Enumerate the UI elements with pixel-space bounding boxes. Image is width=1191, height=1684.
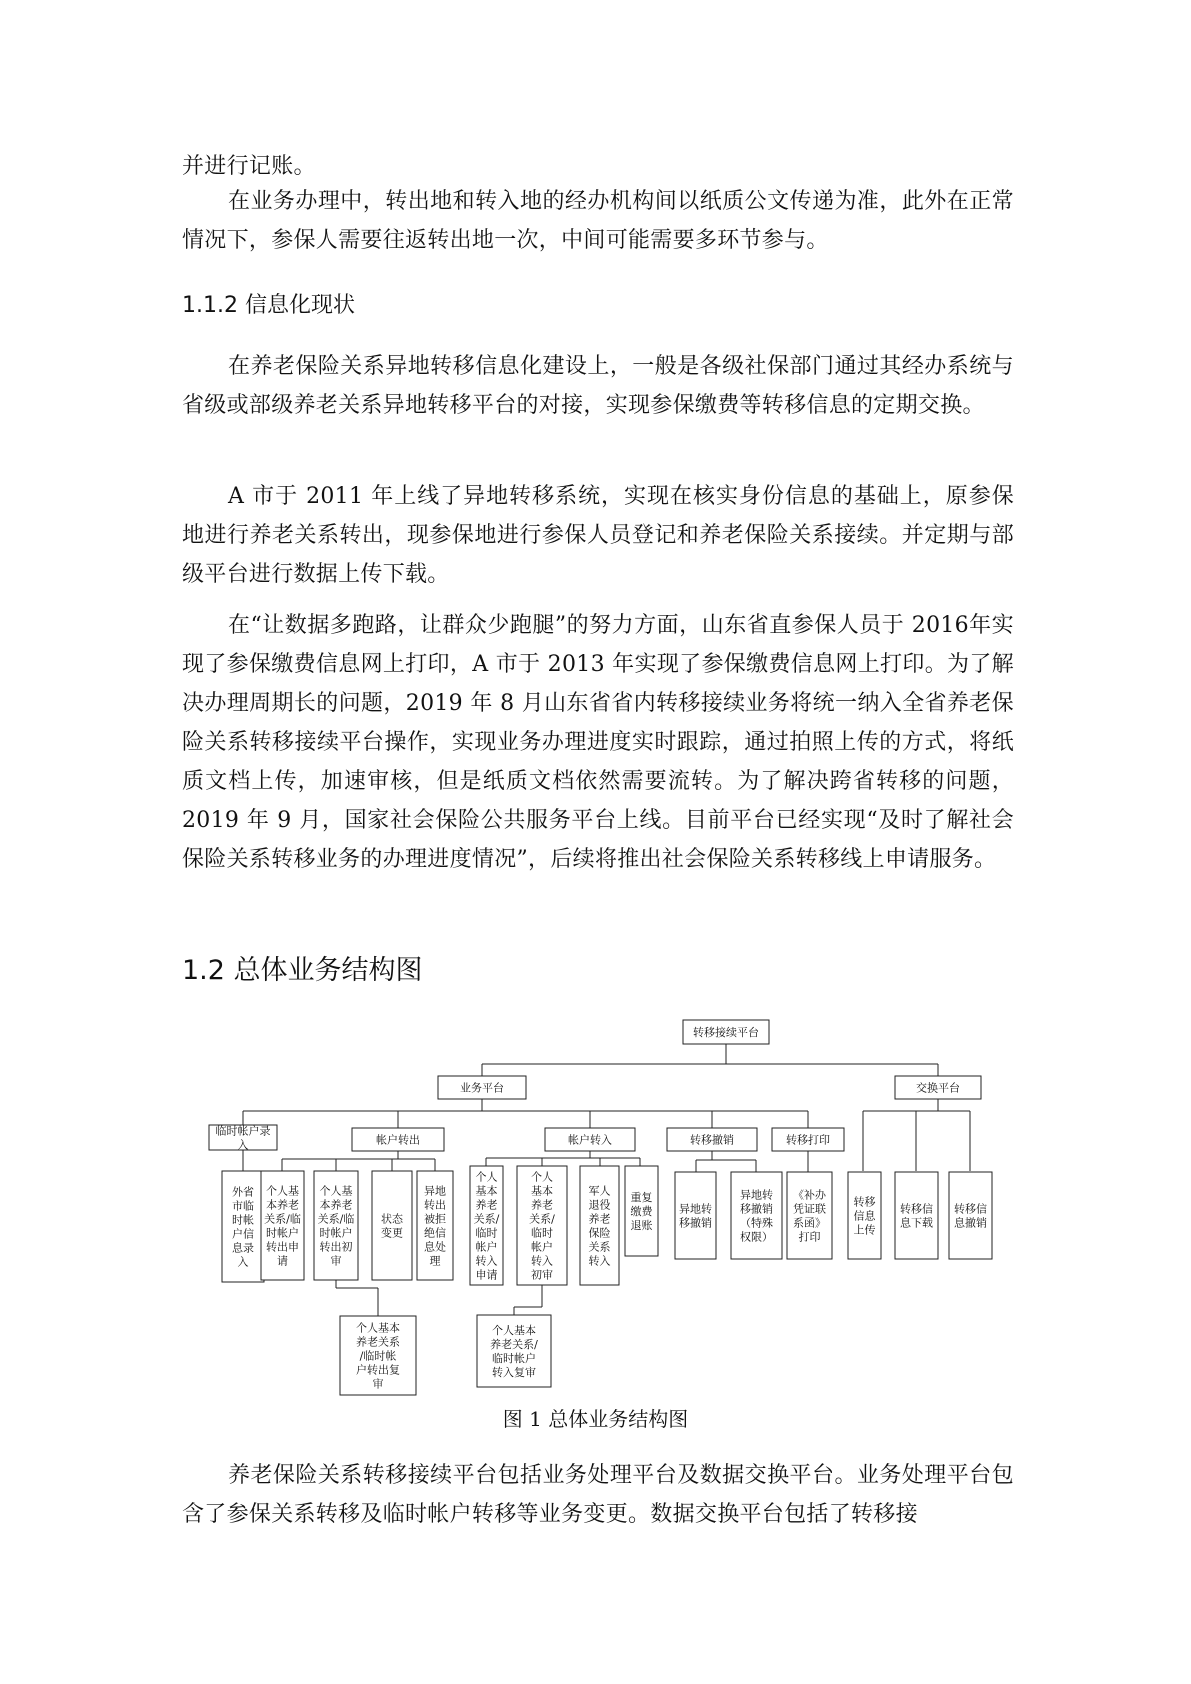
node-exchange [895, 1076, 981, 1099]
node-o1-label: 时帐户 [266, 1226, 299, 1240]
node-e3-label: 转移信 [954, 1202, 987, 1216]
node-o2a-label: 养老关系 [356, 1335, 400, 1349]
node-i4 [625, 1166, 658, 1256]
node-o2-label: 时帐户 [319, 1226, 353, 1240]
node-o2-label: 审 [330, 1254, 342, 1268]
node-o4-label: 绝信 [424, 1226, 446, 1240]
node-i3-label: 关系 [588, 1240, 611, 1254]
node-p1-label: 系函》 [793, 1216, 826, 1230]
node-t1 [222, 1171, 264, 1282]
node-i1-label: 关系/ [473, 1212, 500, 1226]
node-o1-label: 转出申 [266, 1240, 299, 1254]
node-t1-label: 时帐 [232, 1213, 254, 1227]
node-i4-label: 重复 [630, 1191, 653, 1204]
node-in-label: 帐户转入 [568, 1133, 612, 1147]
node-cancel [667, 1128, 757, 1151]
node-c2-label: 异地转 [740, 1188, 773, 1202]
node-e3 [949, 1172, 992, 1259]
node-o1-label: 关系/临 [264, 1212, 301, 1226]
figure-caption: 图 1 总体业务结构图 [502, 1407, 689, 1431]
node-in [545, 1128, 635, 1151]
node-i2-label: 基本 [531, 1184, 553, 1198]
node-i1-label: 个人 [475, 1170, 498, 1184]
node-t1-label: 入 [237, 1255, 249, 1269]
node-temp-label: 入 [237, 1138, 249, 1152]
node-o4-label: 转出 [424, 1198, 446, 1212]
node-i1-label: 基本 [475, 1184, 498, 1198]
node-o2a [340, 1316, 416, 1395]
node-o2a-label: 个人基本 [356, 1321, 400, 1335]
node-i1-label: 养老 [475, 1198, 498, 1212]
node-o4-label: 息处 [424, 1240, 446, 1254]
paragraph-1: 并进行记账。 [182, 154, 316, 179]
node-p1 [787, 1172, 832, 1259]
node-i3-label: 养老 [588, 1212, 611, 1226]
node-c2 [731, 1172, 782, 1259]
node-temp [209, 1124, 277, 1152]
node-o1-label: 请 [277, 1254, 288, 1268]
node-out-label: 帐户转出 [376, 1133, 420, 1147]
node-biz-label: 业务平台 [460, 1081, 504, 1095]
section-heading-1-1-2: 1.1.2 信息化现状 [182, 293, 355, 318]
node-i1-label: 帐户 [475, 1240, 498, 1254]
diagram-nodes [209, 1020, 992, 1395]
node-i2a-label: 个人基本 [492, 1324, 536, 1337]
node-t1-label: 户信 [232, 1227, 254, 1241]
node-i3-label: 转入 [588, 1254, 611, 1268]
node-i2a-label: 临时帐户 [492, 1352, 536, 1365]
node-i2a [477, 1315, 551, 1387]
node-i1-label: 临时 [475, 1226, 498, 1240]
node-o2a-label: 审 [372, 1377, 384, 1391]
node-c2-label: 权限） [740, 1230, 773, 1244]
node-i2-label: 帐户 [531, 1240, 553, 1254]
node-o3-label: 状态 [381, 1212, 403, 1226]
node-i3-label: 保险 [588, 1226, 611, 1240]
node-o4-label: 理 [429, 1254, 441, 1268]
node-e2 [895, 1172, 938, 1259]
node-root [683, 1020, 769, 1044]
node-i2-label: 养老 [531, 1198, 553, 1212]
paragraph-2: 在业务办理中，转出地和转入地的经办机构间以纸质公文传递为准，此外在正常情况下，参保人需要往返转出地一次，中间可能需要多环节参与。 [182, 189, 1014, 253]
node-o4-label: 被拒 [424, 1212, 446, 1226]
node-temp-label: 临时帐户录 [215, 1124, 271, 1138]
node-e1-label: 转移 [853, 1195, 876, 1209]
node-p1-label: 打印 [798, 1230, 821, 1244]
node-p1-label: 凭证联 [793, 1202, 826, 1216]
node-i2-label: 临时 [531, 1226, 553, 1240]
node-i1-label: 转入 [475, 1254, 498, 1268]
node-c1 [675, 1172, 716, 1259]
node-i2a-label: 转入复审 [492, 1366, 536, 1379]
node-i2 [517, 1166, 567, 1285]
node-o2-label: 个人基 [319, 1184, 353, 1198]
node-o1-label: 本养老 [266, 1198, 299, 1212]
node-o2-label: 转出初 [319, 1240, 353, 1254]
node-c2-label: 移撤销 [740, 1202, 773, 1216]
node-o2a-label: /临时帐 [359, 1349, 397, 1363]
node-out [352, 1128, 444, 1151]
node-e1 [848, 1172, 881, 1259]
node-i1-label: 申请 [475, 1268, 498, 1282]
paragraph-4: A 市于 2011 年上线了异地转移系统，实现在核实身份信息的基础上，原参保地进行养老关系转出，现参保地进行参保人员登记和养老保险关系接续。并定期与部级平台进行数据上传下载。 [182, 484, 1014, 587]
node-i3 [580, 1166, 619, 1285]
node-cancel-label: 转移撤销 [690, 1133, 734, 1147]
node-i3-label: 军人 [588, 1184, 611, 1198]
paragraph-3: 在养老保险关系异地转移信息化建设上，一般是各级社保部门通过其经办系统与省级或部级养老关系异地转移平台的对接，实现参保缴费等转移信息的定期交换。 [182, 354, 1014, 418]
node-t1-label: 外省 [232, 1185, 254, 1199]
node-e1-label: 信息 [853, 1209, 876, 1223]
node-i4-label: 缴费 [630, 1205, 653, 1218]
node-o4 [417, 1171, 453, 1280]
node-i2-label: 关系/ [529, 1212, 555, 1226]
node-o2-label: 关系/临 [317, 1212, 355, 1226]
node-e1-label: 上传 [853, 1223, 876, 1237]
node-t1-label: 息录 [232, 1241, 254, 1255]
node-e2-label: 转移信 [900, 1202, 933, 1216]
node-t1-label: 市临 [232, 1199, 254, 1213]
node-o1-label: 个人基 [266, 1184, 299, 1198]
section-heading-1-2: 1.2 总体业务结构图 [182, 955, 423, 986]
node-print-label: 转移打印 [786, 1133, 830, 1147]
node-o1 [261, 1171, 304, 1280]
node-c2-label: （特殊 [740, 1216, 773, 1230]
node-p1-label: 《补办 [793, 1188, 826, 1202]
node-i1 [470, 1166, 503, 1285]
paragraph-5: 在“让数据多跑路，让群众少跑腿”的努力方面，山东省直参保人员于 2016年实现了参保缴费信息网上打印，A 市于 2013 年实现了参保缴费信息网上打印。为了解决办理周期长的问题，2019 年 8 月山东省省内转移接续业务将统一纳入全省养老保险关系转移接续平台操作，实现业务办理进度实时跟踪，通过拍照上传的方式，将纸质文档上传，加速审核，但是纸质文档依然需要流转。为了解决跨省转移的问题，2019 年 9 月，国家社会保险公共服务平台上线。目前平台已经实现“及时了解社会保险关系转移业务的办理进度情况”，后续将推出社会保险关系转移线上申请服务。 [182, 613, 1014, 872]
node-o4-label: 异地 [424, 1184, 446, 1198]
node-i2a-label: 养老关系/ [490, 1338, 538, 1351]
node-e2-label: 息下载 [900, 1216, 933, 1230]
node-i4-label: 退账 [630, 1219, 653, 1232]
node-i2-label: 转入 [531, 1254, 553, 1268]
node-i2-label: 初审 [531, 1268, 553, 1282]
node-e3-label: 息撤销 [954, 1216, 987, 1230]
node-print [772, 1128, 844, 1151]
node-root-label: 转移接续平台 [693, 1026, 759, 1039]
node-o2 [314, 1171, 358, 1280]
node-o2a-label: 户转出复 [356, 1363, 400, 1377]
node-i2-label: 个人 [531, 1170, 553, 1184]
node-i3-label: 退役 [588, 1198, 611, 1212]
node-c1-label: 异地转 [679, 1202, 712, 1216]
node-biz [438, 1076, 526, 1099]
node-c1-label: 移撤销 [679, 1216, 712, 1230]
node-o3-label: 变更 [381, 1226, 403, 1240]
node-exchange-label: 交换平台 [916, 1081, 960, 1095]
node-o2-label: 本养老 [319, 1198, 353, 1212]
paragraph-6: 养老保险关系转移接续平台包括业务处理平台及数据交换平台。业务处理平台包含了参保关系转移及临时帐户转移等业务变更。数据交换平台包括了转移接 [182, 1463, 1014, 1527]
node-o3 [372, 1171, 412, 1280]
